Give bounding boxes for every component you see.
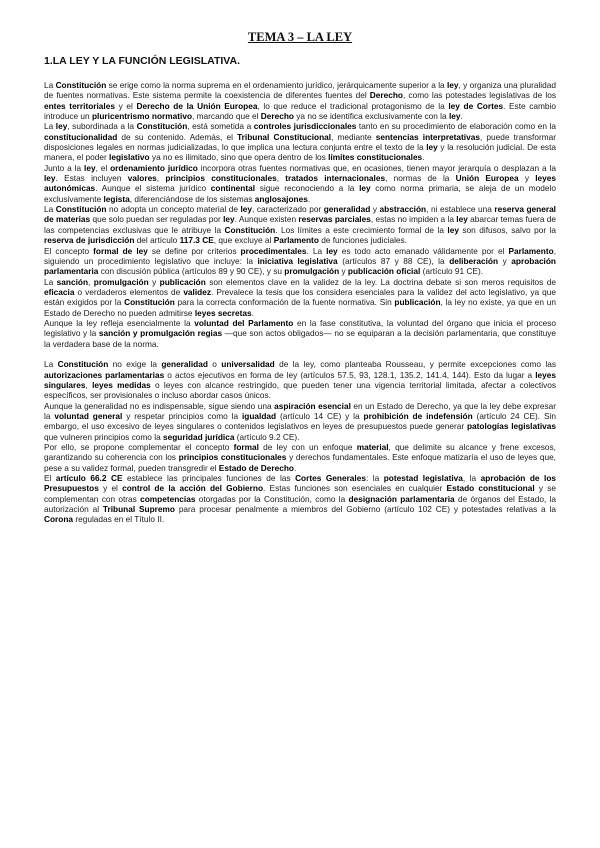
bold-term: artículo 66.2 CE [55, 473, 123, 484]
bold-term: seguridad jurídica [163, 431, 235, 442]
bold-term: entes territoriales [44, 100, 115, 111]
bold-term: 117.3 CE [179, 235, 214, 246]
text-run: , estas no impiden a la [370, 214, 457, 225]
text-run: y [518, 173, 536, 184]
bold-term: ordenamiento jurídico [110, 162, 198, 173]
bold-term: Cortes Generales [295, 473, 366, 484]
bold-term: Estado constitucional [446, 483, 535, 494]
text-run: , [276, 173, 286, 184]
paragraph [44, 473, 556, 525]
bold-term: publicación [159, 276, 206, 287]
text-run: , caracterizado por [252, 204, 324, 215]
text-run: Aunque la ley refleja esencialmente la [44, 317, 195, 328]
bold-term: publicación oficial [347, 266, 421, 277]
text-run: . Aunque existen [234, 214, 299, 225]
text-run: se define por criterios [147, 245, 241, 256]
bold-term: voluntad del Parlamento [194, 317, 294, 328]
text-run: —que son actos obligados— no se equiparan a la decisión parlamentaria, que constituye la verdadera base de la norma. [44, 328, 556, 349]
bold-term: anglosajones [254, 193, 308, 204]
bold-term: leyes autonómicas [44, 173, 556, 194]
text-run: de órganos del Estado, la autorización al [44, 493, 556, 515]
section-heading: 1.LA LEY Y LA FUNCIÓN LEGISLATIVA. [44, 55, 241, 67]
bold-term: abstracción [379, 204, 427, 215]
bold-term: Unión Europea [455, 173, 519, 184]
text-run: de la ley, como planteaba Rousseau, y permite excepciones como las [274, 359, 557, 370]
text-run: , puede transformar disposiciones legales en normas judicializadas, lo que implica una lectura conjunta entre el texto de la [44, 131, 557, 153]
bold-term: voluntad general [54, 411, 123, 421]
text-run: . Este cambio introduce un [44, 100, 557, 122]
text-run: . Los límites a este crecimiento formal de la [275, 224, 448, 235]
text-run: y el [98, 483, 123, 494]
text-run: , diferenciándose de los sistemas [129, 193, 255, 204]
text-run: ya no es ilimitado, sino que opera dentro de los [149, 152, 329, 163]
text-run: , [88, 276, 94, 287]
text-run: . [307, 193, 311, 204]
bold-term: reservas parciales [298, 214, 371, 225]
bold-term: ley [326, 245, 338, 256]
bold-term: principios constitucionales [178, 452, 287, 463]
bold-term: Constitución [136, 121, 188, 132]
text-run: , mediante [331, 131, 376, 142]
text-run: en un Estado de Derecho, ya que la ley debe expresar la [44, 400, 557, 421]
bold-term: legista [103, 193, 130, 204]
text-run: , [85, 379, 93, 390]
text-run: (artículo 9.2 CE). [234, 431, 300, 442]
paragraph [44, 204, 556, 245]
text-run: : la [365, 473, 384, 484]
text-run: y [370, 204, 380, 215]
text-run: Junto a la [44, 162, 85, 173]
bold-term: ley [240, 204, 253, 215]
bold-term: ley [55, 121, 68, 132]
bold-term: aprobación parlamentaria [44, 255, 556, 277]
text-run: tanto en su procedimiento de elaboración como en la [356, 121, 556, 132]
text-run: son difusos, salvo por la [458, 224, 557, 235]
text-run: se erige como la norma suprema en el ordenamiento jurídico, jerárquicamente superior a la [106, 80, 447, 90]
text-run: , lo que reduce el tradicional protagonismo de la [257, 100, 449, 111]
bold-term: aprobación de los Presupuestos [44, 473, 557, 494]
text-run: Aunque la generalidad no es indispensable, sigue siendo una [44, 400, 275, 411]
text-run: y derechos fundamentales. Este enfoque matizaría el uso de leyes que, pese a su validez formal, pueden transgredir el [44, 452, 556, 473]
bold-term: Derecho [260, 111, 294, 122]
text-run: , marcando que el [192, 111, 261, 122]
bold-term: ley de Cortes [448, 100, 504, 111]
paragraph [44, 359, 556, 400]
text-run: con discusión pública (artículos 89 y 90 CE), y su [98, 266, 285, 277]
text-run: para la correcta conformación de la fuente normativa. Sin [174, 297, 395, 308]
text-run: , la [462, 473, 481, 484]
text-run: , la ley no existe, ya que en un Estado de Derecho no pueden admitirse [44, 297, 556, 318]
bold-term: leyes singulares [44, 369, 556, 390]
text-run: . [460, 111, 463, 122]
bold-term: principios constitucionales [165, 173, 277, 184]
text-run: no adopta un concepto material de [106, 204, 241, 215]
bold-term: leyes medidas [92, 379, 151, 390]
text-run: . Prevalece la tesis que los considera esenciales para la validez del acto legislativo, ya que están exigidos por la [44, 286, 556, 308]
text-run: La [44, 204, 56, 215]
bold-term: Derecho de la Unión Europea [136, 100, 258, 111]
text-run: , como las potestades legislativas de los [403, 90, 556, 101]
text-run: . La [306, 245, 327, 256]
text-run: . Aunque el sistema jurídico [95, 183, 211, 194]
bold-term: límites constitucionales [328, 152, 423, 163]
bold-term: ley [426, 142, 438, 153]
bold-term: iniciativa legislativa [257, 255, 338, 266]
text-run: incorpora otras fuentes normativas que, en ocasiones, tienen mayor jerarquía o desplazan a la [197, 162, 556, 173]
text-run: Por ello, se propone complementar el concepto [44, 442, 234, 453]
text-run: . Estas incluyen [55, 173, 128, 184]
bold-term: sanción [56, 276, 89, 287]
text-run: y el [114, 100, 137, 111]
text-run: abarcar temas fuera de las competencias exclusivas que le atribuye la [44, 214, 556, 235]
bold-term: aspiración esencial [274, 400, 351, 411]
bold-term: generalidad [323, 204, 371, 215]
text-run: . [251, 307, 254, 318]
bold-term: universalidad [221, 359, 275, 370]
bold-term: potestad legislativa [383, 473, 463, 484]
bold-term: Parlamento [508, 245, 554, 256]
text-run: para procesar penalmente a miembros del Gobierno (artículo 102 CE) y potestades relativas a la [174, 504, 556, 515]
bold-term: Constitución [55, 204, 107, 215]
text-run: establece las principales funciones de las [122, 473, 296, 484]
text-run: , y organiza una pluralidad de fuentes normativas. Este sistema permite la coexistencia de diferentes fuentes del [44, 80, 556, 101]
bold-term: ley [223, 214, 235, 225]
bold-term: reserva de jurisdicción [44, 235, 135, 246]
text-run: otorgadas por la Constitución, como la [195, 493, 349, 504]
text-run: (artículo 24 CE). Sin embargo, el uso excesivo de leyes singulares o contenidos legislativos en leyes de presupuestos puede generar [44, 411, 556, 432]
bold-term: formal de ley [93, 245, 148, 256]
text-run: El [44, 473, 56, 484]
bold-term: procedimentales [240, 245, 307, 256]
text-run: o actos ejecutivos en forma de ley (artículos 57.5, 93, 128.1, 135.2, 141.4, 144). Esto da lugar a [164, 369, 536, 380]
text-run: ya no se identifica exclusivamente con la [293, 111, 449, 122]
text-run: reguladas en el Título II. [73, 514, 165, 525]
bold-term: sentencias interpretativas [375, 131, 480, 142]
bold-term: ley [448, 111, 461, 122]
bold-term: deliberación [449, 255, 499, 266]
text-run: , que excluye al [213, 235, 274, 246]
text-run: como norma primaria, se aleja de un modelo exclusivamente [44, 183, 556, 204]
bold-term: formal [233, 442, 259, 453]
bold-term: control de la acción del Gobierno [122, 483, 264, 494]
bold-term: Constitución [57, 359, 109, 370]
text-run: , ni establece una [426, 204, 495, 215]
bold-term: Tribunal Constitucional [237, 131, 332, 142]
text-run: . [422, 152, 425, 163]
paragraph [44, 318, 556, 349]
bold-term: constitucionalidad [44, 131, 118, 142]
bold-term: ley [456, 214, 468, 225]
bold-term: promulgación [284, 266, 340, 277]
text-run: , siguiendo un procedimiento legislativo que incluye: la [44, 245, 556, 266]
bold-term: ley [44, 173, 56, 184]
text-run: que vulneren principios como la [44, 431, 163, 442]
paragraph [44, 121, 556, 162]
text-run: , normas de la [385, 173, 456, 184]
text-run: . [293, 462, 297, 473]
bold-term: competencias [140, 493, 196, 504]
paragraph [44, 246, 556, 277]
bold-term: autorizaciones parlamentarias [44, 369, 165, 380]
text-run: y respetar principios como la [122, 411, 242, 421]
text-run: sigue reconociendo a la [255, 183, 360, 194]
text-run: y la resolución judicial. De esta manera, el poder [44, 142, 557, 163]
bold-term: reserva general de materias [44, 204, 556, 225]
bold-term: Constitución [224, 224, 276, 235]
bold-term: Tribunal Supremo [102, 504, 175, 515]
bold-term: eficacia [44, 286, 75, 297]
text-run: La [44, 276, 57, 287]
paragraph [44, 442, 556, 473]
bold-term: Parlamento [273, 235, 319, 246]
bold-term: promulgación [93, 276, 149, 287]
text-run: . Estas funciones son esenciales en cualquier [263, 483, 447, 494]
text-run: son elementos clave en la validez de la ley. La doctrina debate si son meros requisitos de [205, 276, 556, 287]
text-run: , el [95, 162, 111, 173]
document-body [44, 80, 556, 525]
bold-term: controles jurisdiccionales [253, 121, 357, 132]
bold-term: designación parlamentaria [348, 493, 455, 504]
bold-term: validez [183, 286, 211, 297]
bold-term: Constitución [55, 80, 107, 90]
text-run: que solo puedan ser reguladas por [90, 214, 224, 225]
bold-term: publicación [394, 297, 441, 308]
paragraph [44, 80, 556, 121]
bold-term: material [356, 442, 389, 453]
bold-term: sanción y promulgación regias [98, 328, 223, 339]
bold-term: ley [447, 80, 459, 90]
text-run: , [156, 173, 166, 184]
bold-term: patologías legislativas [466, 421, 556, 432]
text-run: , que delimite su alcance y frene excesos, garantizando su coherencia con los [44, 442, 556, 463]
text-run: El concepto [44, 245, 94, 256]
bold-term: ley [359, 183, 371, 194]
text-run: y [148, 276, 160, 287]
bold-term: generalidad [161, 359, 208, 370]
text-run: de ley con un enfoque [258, 442, 357, 453]
text-run: La [44, 80, 56, 90]
text-run: y [498, 255, 512, 266]
text-run: o verdaderos elementos de [74, 286, 184, 297]
bold-term: igualdad [241, 411, 277, 421]
bold-term: continental [210, 183, 256, 194]
text-run: La [44, 359, 58, 370]
paragraph [44, 401, 556, 442]
paragraph [44, 163, 556, 204]
text-run: o leyes con alcance restringido, que pueden tener una vigencia territorial limitada, afectar a colectivos específicos, ser provisionales o incluso abordar casos únicos. [44, 379, 556, 401]
bold-term: Constitución [124, 297, 175, 308]
bold-term: pluricentrismo normativo [91, 111, 193, 122]
bold-term: valores [127, 173, 157, 184]
bold-term: ley [84, 162, 96, 173]
bold-term: legislativo [109, 152, 150, 163]
text-run: es todo acto emanado válidamente por el [337, 245, 509, 256]
text-run: (artículos 87 y 88 CE), la [337, 255, 450, 266]
text-run: de funciones judiciales. [318, 235, 407, 246]
bold-term: Corona [44, 514, 74, 525]
bold-term: Estado de Derecho [218, 462, 294, 473]
text-run: de su contenido. Además, el [117, 131, 238, 142]
text-run: , está sometida a [187, 121, 254, 132]
bold-term: prohibición de indefensión [363, 411, 473, 421]
bold-term: leyes secretas [194, 307, 252, 318]
text-run: (artículo 91 CE). [420, 266, 484, 277]
text-run: del artículo [134, 235, 180, 246]
bold-term: ley [447, 224, 459, 235]
text-run: no exige la [108, 359, 162, 370]
page-title: TEMA 3 – LA LEY [247, 30, 353, 44]
paragraph [44, 277, 556, 318]
text-run: en la fase constitutiva, la voluntad del órgano que inicia el proceso legislativo y la [44, 317, 557, 339]
text-run: o [207, 359, 222, 370]
bold-term: Derecho [369, 90, 403, 101]
text-run: La [44, 121, 56, 132]
text-run: y [339, 266, 348, 277]
text-run: , subordinada a la [67, 121, 137, 132]
bold-term: tratados internacionales [285, 173, 386, 184]
text-run: (artículo 14 CE) y la [276, 411, 364, 421]
text-run: y se complementan con otras [44, 483, 557, 504]
